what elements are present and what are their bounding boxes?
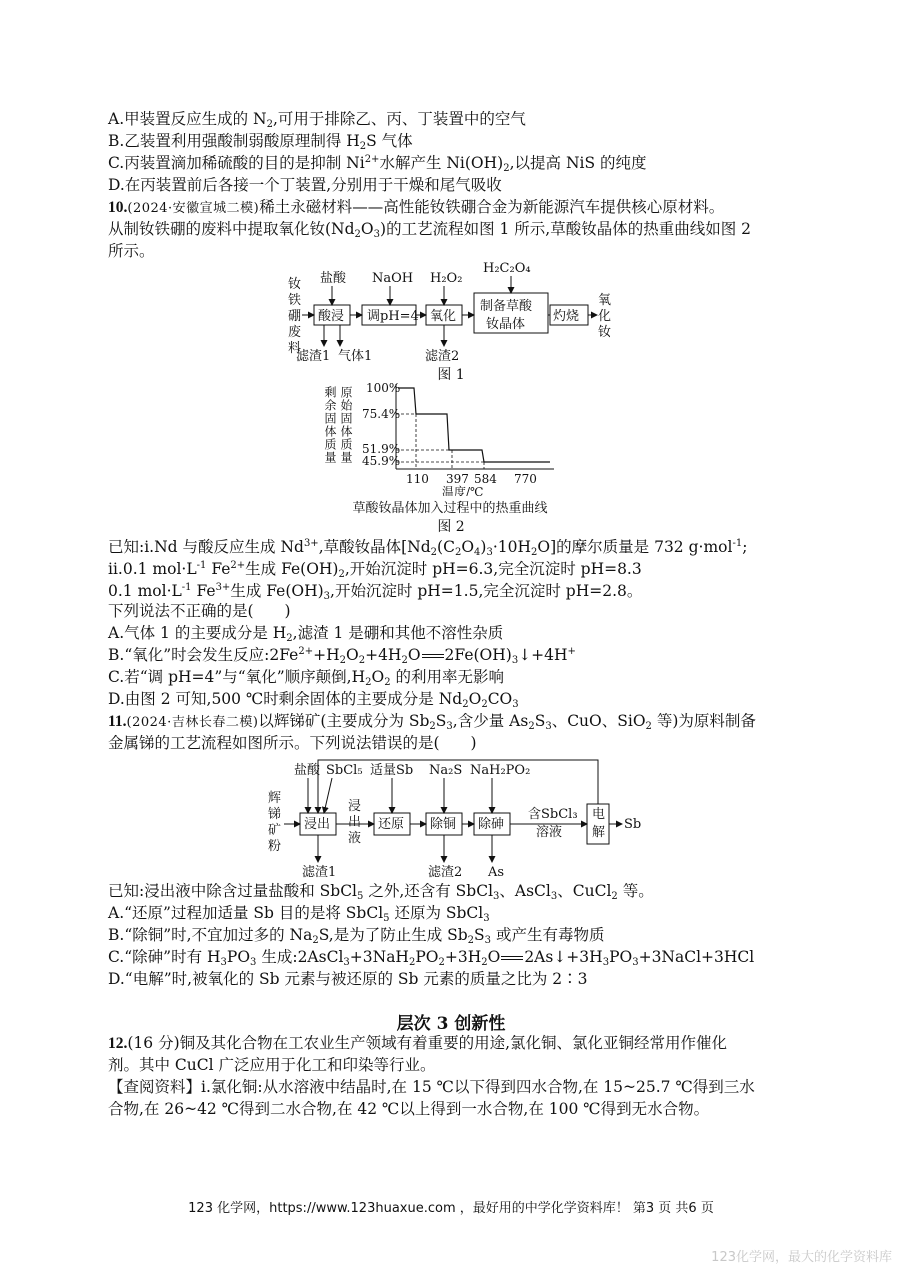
- q10-fig2-ylabel-b: 原始固体质量: [339, 386, 353, 464]
- q11-flowchart: [262, 754, 646, 882]
- q10-option-d: D.由图 2 可知,500 ℃时剩余固体的主要成分是 $Nd_2O_2CO_3$: [108, 690, 519, 710]
- q11-raw-2: 锑: [268, 807, 282, 822]
- q10-figure2-title: 草酸钕晶体加入过程中的热重曲线: [352, 501, 548, 516]
- q10-fig2-ytick-754: 75.4%: [362, 407, 401, 421]
- q10-raw-2: 铁: [288, 293, 302, 308]
- q10-figure2-tg-curve: [322, 378, 582, 496]
- q11-residue2: 滤渣2: [428, 865, 463, 880]
- q11-option-b: B.“除铜”时,不宜加过多的 $Na_2S$,是为了防止生成 $Sb_2S_3$ 或产生有毒物质: [108, 926, 605, 946]
- q11-liquid-1: 浸: [348, 799, 362, 814]
- q11-residue1: 滤渣1: [302, 865, 337, 880]
- q12-stem-line2: 剂。其中 CuCl 广泛应用于化工和印染等行业。: [108, 1056, 436, 1074]
- q10-fig2-ylabel-a: 剩余固体质量: [323, 386, 337, 464]
- q11-liquid-2: 出: [348, 815, 362, 830]
- q10-option-c: C.若“调 pH=4”与“氧化”顺序颠倒$,H_2O_2$ 的利用率无影响: [108, 668, 504, 688]
- q10-fig2-xlabel: 温度/℃: [442, 485, 484, 496]
- q10-fig2-xtick-110: 110: [406, 472, 429, 486]
- q10-gas1: 气体1: [338, 349, 373, 364]
- q10-product-2: 化: [598, 309, 612, 324]
- q10-stem-line2: 从制钕铁硼的废料中提取氧化钕$(Nd_2O_3)$的工艺流程如图 1 所示,草酸钕晶体的热重曲线如图 2: [108, 220, 751, 240]
- q10-residue2: 滤渣2: [425, 349, 460, 364]
- q9-option-d: D.在丙装置前后各接一个丁装置,分别用于干燥和尾气吸收: [108, 176, 502, 194]
- q12-reference-line2: 合物,在 26~42 ℃得到二水合物,在 42 ℃以上得到一水合物,在 100 ℃得到无水合物。: [108, 1100, 710, 1118]
- q10-raw-3: 硼: [288, 309, 302, 324]
- q11-step-reduce: 还原: [378, 817, 405, 832]
- q11-known: 已知:浸出液中除含过量盐酸和 SbCl$_5$ 之外,还含有 SbCl$_3$、AsCl$_3$、CuCl$_2$ 等。: [108, 882, 654, 902]
- q10-known-3: 0.1 $mol\cdot L^{-1}$ $Fe^{3+}$生成 $Fe(OH)_3$,开始沉淀时 pH=1.5,完全沉淀时 pH=2.8。: [108, 582, 643, 602]
- q12-reference-line1: 【查阅资料】ⅰ.氯化铜:从水溶液中结晶时,在 15 ℃以下得到四水合物,在 15~25.7 ℃得到三水: [108, 1078, 755, 1096]
- q10-figure2-caption: 图 2: [437, 519, 465, 535]
- q9-option-a: A.甲装置反应生成的 $N_2$,可用于排除乙、丙、丁装置中的空气: [108, 110, 526, 130]
- q10-stem-line3: 所示。: [108, 242, 155, 260]
- q10-step-oxid: 氧化: [430, 309, 457, 324]
- q11-stem-line1: 11.(2024·吉林长春二模)以辉锑矿(主要成分为 $Sb_2S_3$,含少量 $As_2S_3$、CuO、SiO$_2$ 等)为原料制备: [108, 712, 756, 732]
- q10-step-prep2: 钕晶体: [486, 317, 526, 332]
- q10-step-acid: 酸浸: [318, 309, 345, 324]
- q10-step-burn: 灼烧: [553, 309, 580, 324]
- q11-solution-1: 含SbCl₃: [528, 807, 578, 822]
- q11-step-elec1: 电: [592, 807, 606, 822]
- q11-reagent-sbcl5: SbCl₅: [326, 763, 363, 778]
- q11-raw-4: 粉: [268, 839, 282, 854]
- q11-solution-2: 溶液: [536, 825, 563, 840]
- q11-step-elec2: 解: [592, 825, 606, 840]
- q11-step-leach: 浸出: [304, 817, 331, 832]
- q11-raw-1: 辉: [268, 791, 282, 806]
- q10-reagent-hcl: 盐酸: [320, 271, 347, 286]
- q10-raw-5: 料: [288, 341, 302, 356]
- q11-step-cu: 除铜: [430, 817, 457, 832]
- q10-product-3: 钕: [598, 325, 612, 340]
- q10-option-a: A.气体 1 的主要成分是 $H_2$,滤渣 1 是硼和其他不溶性杂质: [108, 624, 504, 644]
- q11-reagent-hcl: 盐酸: [294, 763, 321, 778]
- q10-ask: 下列说法不正确的是( ): [108, 602, 291, 620]
- q10-figure1-flowchart: [280, 262, 630, 374]
- q9-option-b: B.乙装置利用强酸制弱酸原理制得 $H_2S$ 气体: [108, 132, 413, 152]
- q11-raw-3: 矿: [268, 823, 282, 838]
- q10-product-1: 氧: [598, 293, 612, 308]
- q10-fig2-ytick-519: 51.9%: [362, 442, 401, 456]
- section-heading: 层次 3 创新性: [396, 1014, 506, 1034]
- q10-known-2: ⅱ.0.1 $mol\cdot L^{-1}$ $Fe^{2+}$生成 $Fe(OH)_2$,开始沉淀时 pH=6.3,完全沉淀时 pH=8.3: [108, 560, 642, 580]
- page-footer: 123 化学网，https://www.123huaxue.com ，最好用的中学化学资料库！ 第3 页 共6 页: [188, 1201, 714, 1216]
- q10-fig2-ytick-459: 45.9%: [362, 454, 401, 468]
- q11-product-sb: Sb: [624, 817, 642, 832]
- q10-residue1: 滤渣1: [296, 349, 331, 364]
- q11-option-a: A.“还原”过程加适量 Sb 目的是将 SbCl$_5$ 还原为 SbCl$_3$: [108, 904, 490, 924]
- q11-reagent-sb: 适量Sb: [370, 763, 414, 778]
- q10-raw-4: 废: [288, 325, 302, 340]
- q10-figure1-caption: 图 1: [437, 367, 465, 383]
- q11-step-as: 除砷: [478, 817, 505, 832]
- q11-option-c: C.“除砷”时有 $H_3PO_3$ 生成$:2AsCl_3+3NaH_2PO_2+3H_2O$ $2As↓+3H_3PO_3+3NaCl+3HCl$: [108, 948, 755, 968]
- q10-reagent-h2c2o4: H₂C₂O₄: [483, 262, 531, 276]
- q10-reagent-h2o2: H₂O₂: [430, 271, 463, 286]
- watermark-text: 123化学网，最大的化学资料库: [711, 1250, 892, 1265]
- q10-step-prep1: 制备草酸: [480, 299, 533, 314]
- q10-fig2-xtick-584: 584: [474, 472, 497, 486]
- q10-reagent-naoh: NaOH: [372, 271, 414, 286]
- q10-stem-line1: 10.(2024·安徽宣城二模)稀土永磁材料——高性能钕铁硼合金为新能源汽车提供核心原材料。: [108, 198, 725, 216]
- q10-known-1: 已知:ⅰ.Nd 与酸反应生成 $Nd^{3+}$,草酸钕晶体$[Nd_2(C_2O_4)_3\cdot 10H_2O]$的摩尔质量是 732 g·mol$^{-1}$;: [108, 538, 748, 558]
- q11-stem-line2: 金属锑的工艺流程如图所示。下列说法错误的是( ): [108, 734, 477, 752]
- q11-reagent-nah2po2: NaH₂PO₂: [470, 763, 531, 778]
- q10-step-ph: 调pH=4: [367, 309, 419, 324]
- q9-option-c: C.丙装置滴加稀硫酸的目的是抑制 $Ni^{2+}$水解产生 $Ni(OH)_2$,以提高 NiS 的纯度: [108, 154, 647, 174]
- q10-fig2-xtick-770: 770: [514, 472, 537, 486]
- q10-option-b: B.“氧化”时会发生反应$:2Fe^{2+}+H_2O_2+4H_2O$ $2Fe(OH)_3↓+4H^+$: [108, 646, 576, 666]
- q11-option-d: D.“电解”时,被氧化的 Sb 元素与被还原的 Sb 元素的质量之比为 2∶3: [108, 970, 588, 988]
- q10-fig2-ytick-100: 100%: [366, 381, 401, 395]
- q11-reagent-na2s: Na₂S: [429, 763, 463, 778]
- q10-fig2-xtick-397: 397: [446, 472, 469, 486]
- q10-raw-1: 钕: [288, 277, 302, 292]
- q12-stem-line1: 12.(16 分)铜及其化合物在工农业生产领域有着重要的用途,氯化铜、氯化亚铜经常用作催化: [108, 1034, 728, 1052]
- q11-byproduct-as: As: [488, 865, 505, 880]
- q11-liquid-3: 液: [348, 831, 362, 846]
